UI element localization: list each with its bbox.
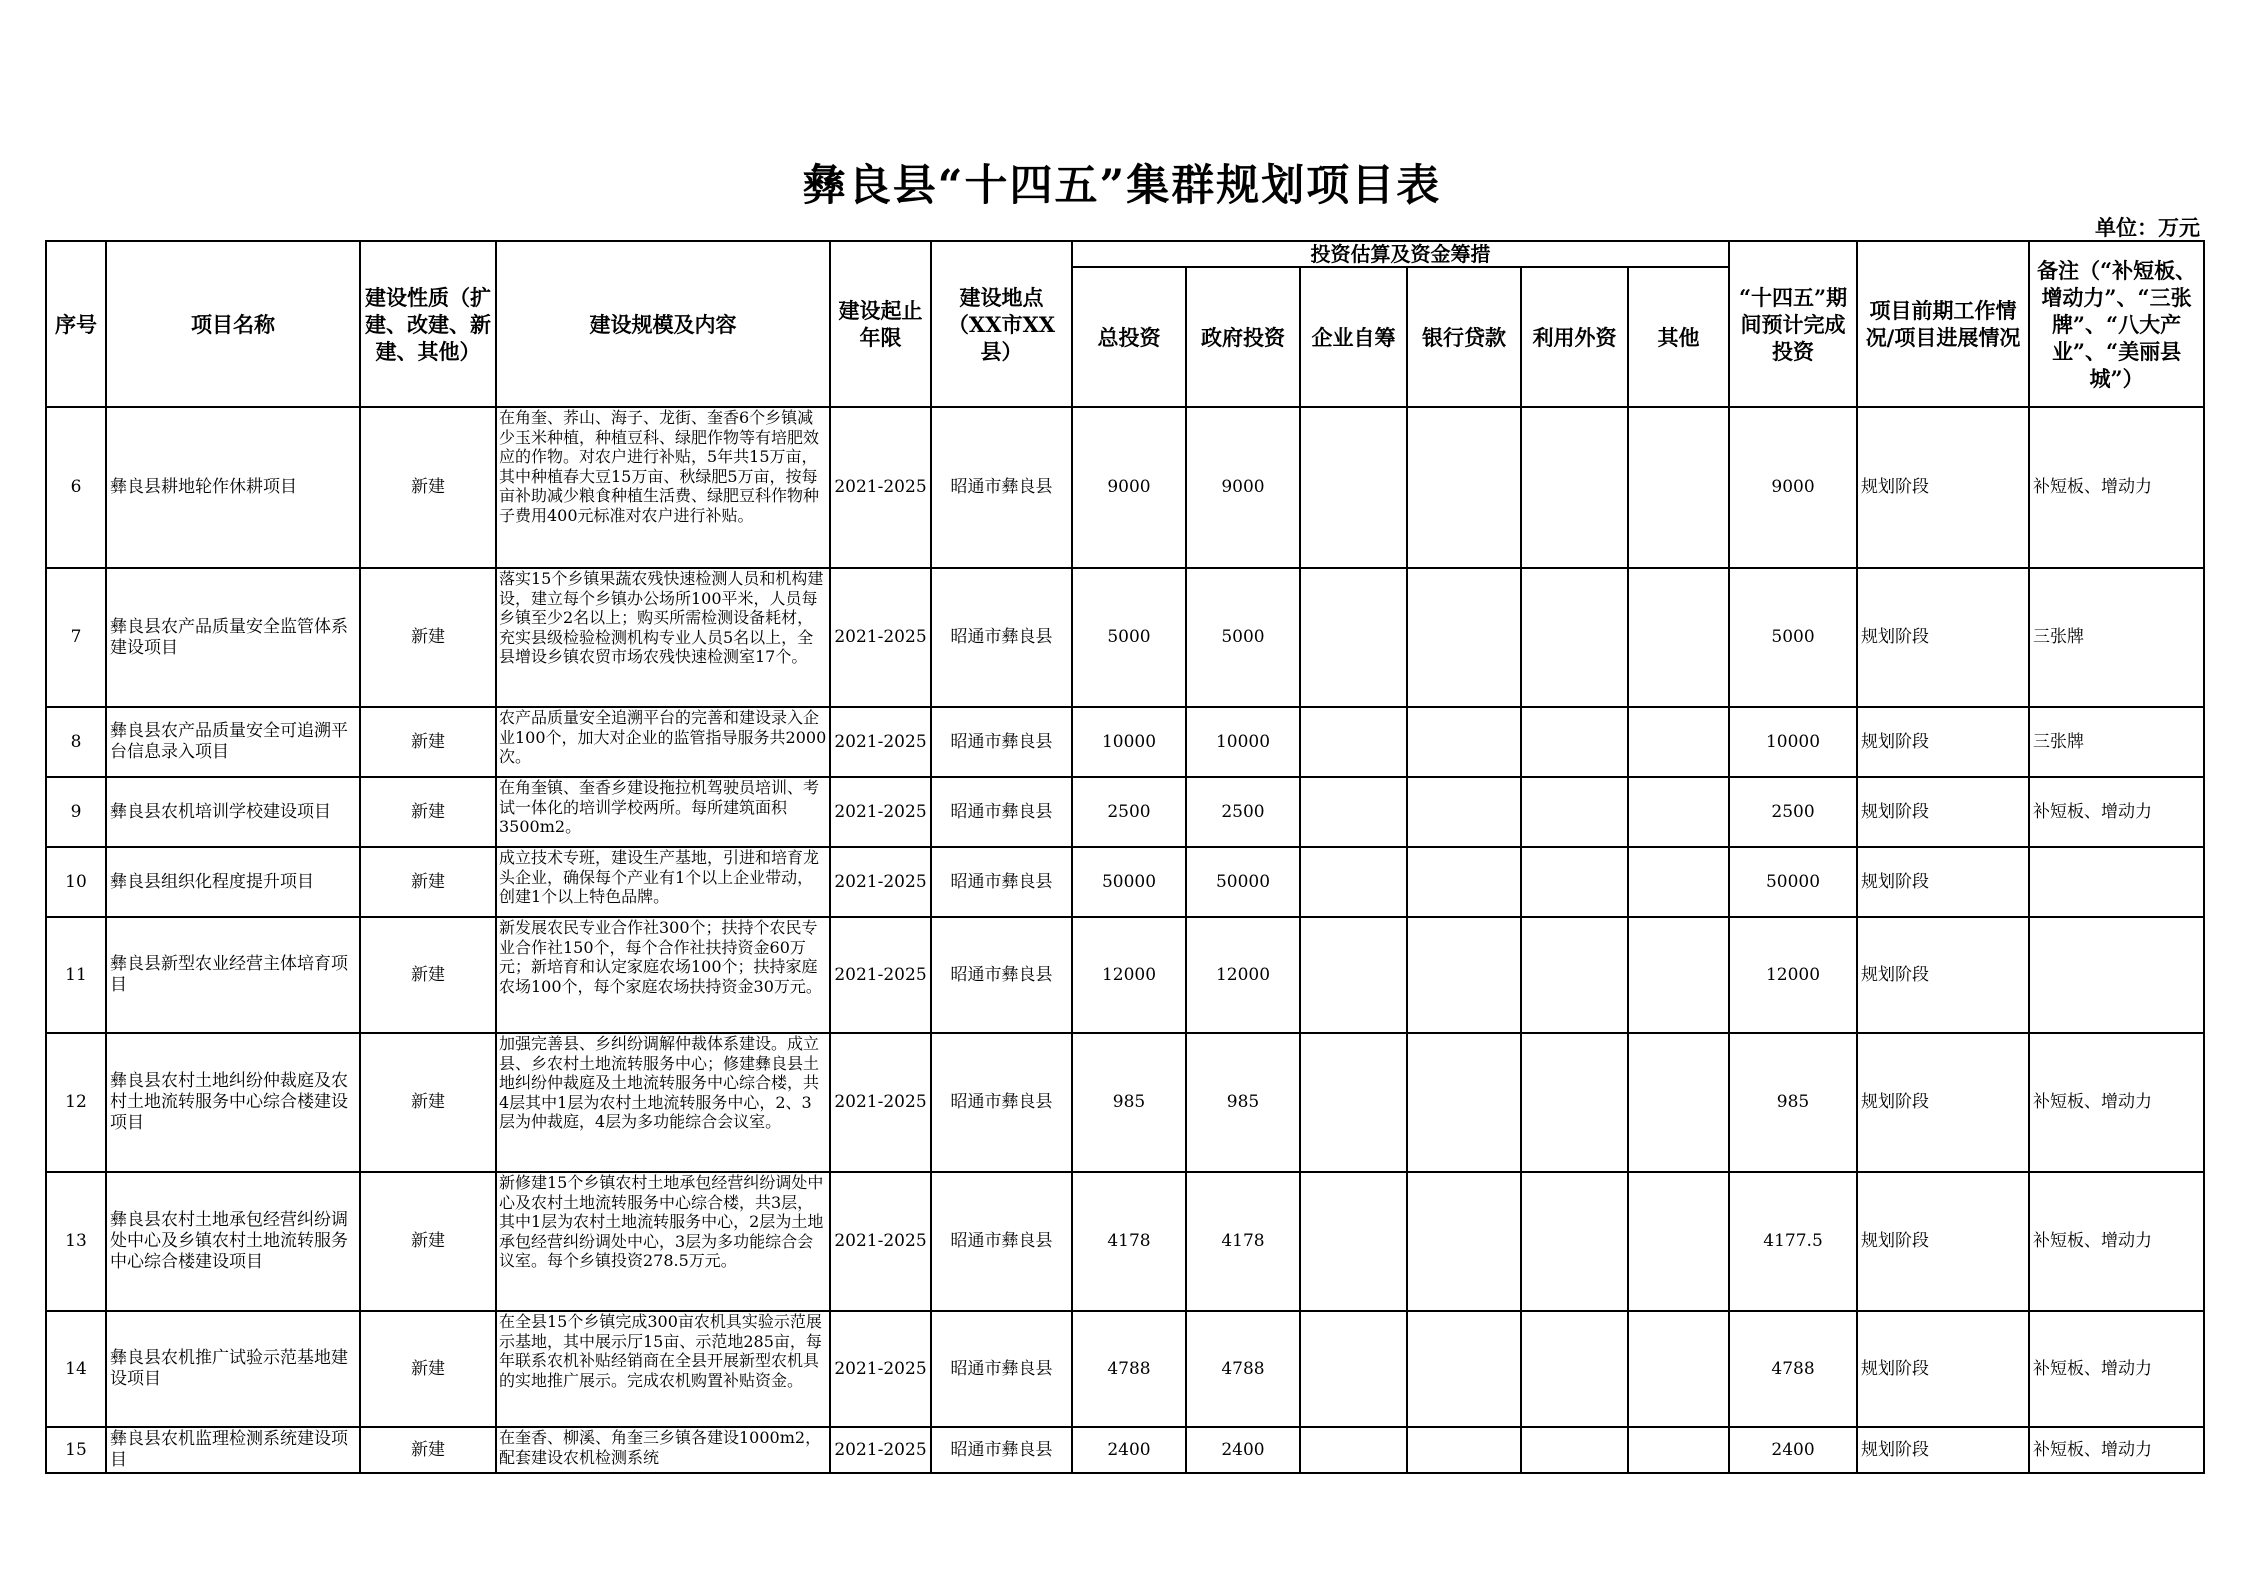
header-location: 建设地点（XX市XX县） bbox=[931, 241, 1072, 407]
page-title: 彝良县“十四五”集群规划项目表 bbox=[802, 161, 1442, 211]
cell-scale: 在奎香、柳溪、角奎三乡镇各建设1000m2，配套建设农机检测系统 bbox=[496, 1427, 830, 1473]
cell-loan bbox=[1407, 1033, 1521, 1172]
cell-gov: 4178 bbox=[1186, 1172, 1300, 1311]
cell-progress: 规划阶段 bbox=[1857, 568, 2029, 707]
cell-total: 4788 bbox=[1072, 1311, 1186, 1427]
cell-total: 12000 bbox=[1072, 917, 1186, 1033]
cell-remark: 补短板、增动力 bbox=[2029, 1427, 2204, 1473]
cell-loan bbox=[1407, 777, 1521, 847]
table-row bbox=[46, 568, 2204, 707]
cell-foreign bbox=[1521, 1033, 1628, 1172]
cell-foreign bbox=[1521, 847, 1628, 917]
table-row bbox=[46, 1033, 2204, 1172]
cell-progress: 规划阶段 bbox=[1857, 777, 2029, 847]
cell-nature: 新建 bbox=[360, 1311, 496, 1427]
table-row bbox=[46, 1311, 2204, 1427]
cell-seq: 14 bbox=[46, 1311, 106, 1427]
cell-remark: 补短板、增动力 bbox=[2029, 1033, 2204, 1172]
header-remark: 备注（“补短板、增动力”、“三张牌”、“八大产业”、“美丽县城”） bbox=[2029, 241, 2204, 407]
cell-foreign bbox=[1521, 1311, 1628, 1427]
cell-gov: 10000 bbox=[1186, 707, 1300, 777]
cell-total: 985 bbox=[1072, 1033, 1186, 1172]
cell-foreign bbox=[1521, 1427, 1628, 1473]
cell-enterprise bbox=[1300, 407, 1407, 568]
cell-nature: 新建 bbox=[360, 568, 496, 707]
cell-location: 昭通市彝良县 bbox=[931, 1427, 1072, 1473]
cell-total: 5000 bbox=[1072, 568, 1186, 707]
cell-location: 昭通市彝良县 bbox=[931, 1311, 1072, 1427]
cell-nature: 新建 bbox=[360, 917, 496, 1033]
cell-loan bbox=[1407, 568, 1521, 707]
cell-other bbox=[1628, 568, 1729, 707]
cell-planned: 12000 bbox=[1729, 917, 1857, 1033]
cell-total: 2400 bbox=[1072, 1427, 1186, 1473]
header-period: 建设起止年限 bbox=[830, 241, 931, 407]
cell-other bbox=[1628, 1172, 1729, 1311]
cell-loan bbox=[1407, 1311, 1521, 1427]
cell-scale: 农产品质量安全追溯平台的完善和建设录入企业100个，加大对企业的监管指导服务共2000次。 bbox=[496, 707, 830, 777]
header-name: 项目名称 bbox=[106, 241, 360, 407]
cell-nature: 新建 bbox=[360, 707, 496, 777]
cell-gov: 9000 bbox=[1186, 407, 1300, 568]
cell-scale: 在角奎、荞山、海子、龙街、奎香6个乡镇减少玉米种植，种植豆科、绿肥作物等有培肥效应的作物。对农户进行补贴，5年共15万亩，其中种植春大豆15万亩、秋绿肥5万亩，按每亩补助减少粮食种植生活费、绿肥豆科作物种子费用400元标准对农户进行补贴。 bbox=[496, 407, 830, 568]
cell-total: 10000 bbox=[1072, 707, 1186, 777]
cell-planned: 4788 bbox=[1729, 1311, 1857, 1427]
cell-planned: 2500 bbox=[1729, 777, 1857, 847]
header-foreign: 利用外资 bbox=[1521, 267, 1628, 407]
cell-period: 2021-2025 bbox=[830, 1033, 931, 1172]
cell-name: 彝良县农机培训学校建设项目 bbox=[106, 777, 360, 847]
cell-seq: 7 bbox=[46, 568, 106, 707]
cell-seq: 10 bbox=[46, 847, 106, 917]
cell-period: 2021-2025 bbox=[830, 1311, 931, 1427]
cell-name: 彝良县农村土地纠纷仲裁庭及农村土地流转服务中心综合楼建设项目 bbox=[106, 1033, 360, 1172]
cell-nature: 新建 bbox=[360, 847, 496, 917]
cell-enterprise bbox=[1300, 1311, 1407, 1427]
cell-planned: 4177.5 bbox=[1729, 1172, 1857, 1311]
cell-other bbox=[1628, 917, 1729, 1033]
cell-other bbox=[1628, 777, 1729, 847]
cell-other bbox=[1628, 1311, 1729, 1427]
cell-location: 昭通市彝良县 bbox=[931, 1033, 1072, 1172]
unit-label: 单位：万元 bbox=[2095, 215, 2200, 240]
cell-gov: 5000 bbox=[1186, 568, 1300, 707]
cell-period: 2021-2025 bbox=[830, 407, 931, 568]
cell-nature: 新建 bbox=[360, 1427, 496, 1473]
header-gov: 政府投资 bbox=[1186, 267, 1300, 407]
cell-loan bbox=[1407, 1427, 1521, 1473]
cell-other bbox=[1628, 407, 1729, 568]
cell-loan bbox=[1407, 847, 1521, 917]
cell-enterprise bbox=[1300, 1427, 1407, 1473]
cell-progress: 规划阶段 bbox=[1857, 847, 2029, 917]
cell-other bbox=[1628, 847, 1729, 917]
cell-location: 昭通市彝良县 bbox=[931, 407, 1072, 568]
cell-remark: 补短板、增动力 bbox=[2029, 407, 2204, 568]
cell-foreign bbox=[1521, 777, 1628, 847]
cell-remark: 三张牌 bbox=[2029, 707, 2204, 777]
header-investment-group: 投资估算及资金筹措 bbox=[1072, 241, 1729, 267]
cell-enterprise bbox=[1300, 1172, 1407, 1311]
cell-progress: 规划阶段 bbox=[1857, 407, 2029, 568]
header-progress: 项目前期工作情况/项目进展情况 bbox=[1857, 241, 2029, 407]
cell-location: 昭通市彝良县 bbox=[931, 917, 1072, 1033]
header-nature: 建设性质（扩建、改建、新建、其他） bbox=[360, 241, 496, 407]
cell-period: 2021-2025 bbox=[830, 707, 931, 777]
cell-progress: 规划阶段 bbox=[1857, 1427, 2029, 1473]
cell-location: 昭通市彝良县 bbox=[931, 1172, 1072, 1311]
cell-loan bbox=[1407, 917, 1521, 1033]
table-row bbox=[46, 1427, 2204, 1473]
cell-name: 彝良县耕地轮作休耕项目 bbox=[106, 407, 360, 568]
cell-total: 2500 bbox=[1072, 777, 1186, 847]
cell-location: 昭通市彝良县 bbox=[931, 777, 1072, 847]
cell-remark bbox=[2029, 847, 2204, 917]
table-row bbox=[46, 1172, 2204, 1311]
cell-gov: 12000 bbox=[1186, 917, 1300, 1033]
cell-period: 2021-2025 bbox=[830, 777, 931, 847]
table-body bbox=[46, 407, 2204, 1473]
header-total: 总投资 bbox=[1072, 267, 1186, 407]
header-planned: “十四五”期间预计完成投资 bbox=[1729, 241, 1857, 407]
cell-foreign bbox=[1521, 407, 1628, 568]
cell-period: 2021-2025 bbox=[830, 568, 931, 707]
cell-progress: 规划阶段 bbox=[1857, 1311, 2029, 1427]
cell-name: 彝良县新型农业经营主体培育项目 bbox=[106, 917, 360, 1033]
cell-total: 4178 bbox=[1072, 1172, 1186, 1311]
cell-planned: 2400 bbox=[1729, 1427, 1857, 1473]
cell-seq: 15 bbox=[46, 1427, 106, 1473]
table-row bbox=[46, 777, 2204, 847]
cell-enterprise bbox=[1300, 847, 1407, 917]
header-other: 其他 bbox=[1628, 267, 1729, 407]
cell-period: 2021-2025 bbox=[830, 917, 931, 1033]
cell-progress: 规划阶段 bbox=[1857, 1172, 2029, 1311]
cell-name: 彝良县农机监理检测系统建设项目 bbox=[106, 1427, 360, 1473]
header-enterprise: 企业自筹 bbox=[1300, 267, 1407, 407]
table-row bbox=[46, 847, 2204, 917]
cell-loan bbox=[1407, 407, 1521, 568]
cell-location: 昭通市彝良县 bbox=[931, 847, 1072, 917]
cell-scale: 加强完善县、乡纠纷调解仲裁体系建设。成立县、乡农村土地流转服务中心；修建彝良县土地纠纷仲裁庭及土地流转服务中心综合楼，共4层其中1层为农村土地流转服务中心，2、3层为仲裁庭，4层为多功能综合会议室。 bbox=[496, 1033, 830, 1172]
cell-seq: 8 bbox=[46, 707, 106, 777]
cell-seq: 11 bbox=[46, 917, 106, 1033]
cell-period: 2021-2025 bbox=[830, 1427, 931, 1473]
cell-scale: 新发展农民专业合作社300个；扶持个农民专业合作社150个，每个合作社扶持资金60万元；新培育和认定家庭农场100个；扶持家庭农场100个，每个家庭农场扶持资金30万元。 bbox=[496, 917, 830, 1033]
cell-name: 彝良县农机推广试验示范基地建设项目 bbox=[106, 1311, 360, 1427]
cell-period: 2021-2025 bbox=[830, 1172, 931, 1311]
cell-other bbox=[1628, 707, 1729, 777]
cell-nature: 新建 bbox=[360, 1033, 496, 1172]
cell-loan bbox=[1407, 1172, 1521, 1311]
cell-gov: 2400 bbox=[1186, 1427, 1300, 1473]
cell-planned: 985 bbox=[1729, 1033, 1857, 1172]
cell-enterprise bbox=[1300, 777, 1407, 847]
cell-scale: 新修建15个乡镇农村土地承包经营纠纷调处中心及农村土地流转服务中心综合楼，共3层，其中1层为农村土地流转服务中心，2层为土地承包经营纠纷调处中心，3层为多功能综合会议室。每个乡镇投资278.5万元。 bbox=[496, 1172, 830, 1311]
cell-remark: 补短板、增动力 bbox=[2029, 777, 2204, 847]
project-table bbox=[45, 240, 2205, 1474]
cell-loan bbox=[1407, 707, 1521, 777]
cell-period: 2021-2025 bbox=[830, 847, 931, 917]
cell-foreign bbox=[1521, 568, 1628, 707]
cell-nature: 新建 bbox=[360, 1172, 496, 1311]
cell-foreign bbox=[1521, 707, 1628, 777]
cell-enterprise bbox=[1300, 707, 1407, 777]
cell-foreign bbox=[1521, 917, 1628, 1033]
cell-planned: 9000 bbox=[1729, 407, 1857, 568]
cell-location: 昭通市彝良县 bbox=[931, 707, 1072, 777]
cell-name: 彝良县组织化程度提升项目 bbox=[106, 847, 360, 917]
cell-enterprise bbox=[1300, 1033, 1407, 1172]
cell-seq: 9 bbox=[46, 777, 106, 847]
cell-scale: 成立技术专班，建设生产基地，引进和培育龙头企业，确保每个产业有1个以上企业带动，创建1个以上特色品牌。 bbox=[496, 847, 830, 917]
cell-other bbox=[1628, 1033, 1729, 1172]
cell-remark bbox=[2029, 917, 2204, 1033]
cell-progress: 规划阶段 bbox=[1857, 917, 2029, 1033]
cell-seq: 6 bbox=[46, 407, 106, 568]
cell-seq: 13 bbox=[46, 1172, 106, 1311]
cell-planned: 10000 bbox=[1729, 707, 1857, 777]
header-scale: 建设规模及内容 bbox=[496, 241, 830, 407]
cell-scale: 在全县15个乡镇完成300亩农机具实验示范展示基地，其中展示厅15亩、示范地285亩，每年联系农机补贴经销商在全县开展新型农机具的实地推广展示。完成农机购置补贴资金。 bbox=[496, 1311, 830, 1427]
cell-planned: 5000 bbox=[1729, 568, 1857, 707]
cell-progress: 规划阶段 bbox=[1857, 707, 2029, 777]
cell-scale: 落实15个乡镇果蔬农残快速检测人员和机构建设，建立每个乡镇办公场所100平米，人员每乡镇至少2名以上；购买所需检测设备耗材，充实县级检验检测机构专业人员5名以上，全县增设乡镇农贸市场农残快速检测室17个。 bbox=[496, 568, 830, 707]
cell-gov: 4788 bbox=[1186, 1311, 1300, 1427]
header-loan: 银行贷款 bbox=[1407, 267, 1521, 407]
cell-nature: 新建 bbox=[360, 407, 496, 568]
cell-gov: 985 bbox=[1186, 1033, 1300, 1172]
cell-enterprise bbox=[1300, 568, 1407, 707]
cell-enterprise bbox=[1300, 917, 1407, 1033]
cell-name: 彝良县农村土地承包经营纠纷调处中心及乡镇农村土地流转服务中心综合楼建设项目 bbox=[106, 1172, 360, 1311]
cell-foreign bbox=[1521, 1172, 1628, 1311]
cell-seq: 12 bbox=[46, 1033, 106, 1172]
cell-name: 彝良县农产品质量安全可追溯平台信息录入项目 bbox=[106, 707, 360, 777]
cell-scale: 在角奎镇、奎香乡建设拖拉机驾驶员培训、考试一体化的培训学校两所。每所建筑面积3500m2。 bbox=[496, 777, 830, 847]
table-row bbox=[46, 917, 2204, 1033]
table-row bbox=[46, 707, 2204, 777]
cell-location: 昭通市彝良县 bbox=[931, 568, 1072, 707]
table-row bbox=[46, 407, 2204, 568]
cell-gov: 50000 bbox=[1186, 847, 1300, 917]
cell-total: 50000 bbox=[1072, 847, 1186, 917]
cell-name: 彝良县农产品质量安全监管体系建设项目 bbox=[106, 568, 360, 707]
cell-remark: 三张牌 bbox=[2029, 568, 2204, 707]
cell-total: 9000 bbox=[1072, 407, 1186, 568]
cell-gov: 2500 bbox=[1186, 777, 1300, 847]
cell-other bbox=[1628, 1427, 1729, 1473]
cell-remark: 补短板、增动力 bbox=[2029, 1172, 2204, 1311]
cell-progress: 规划阶段 bbox=[1857, 1033, 2029, 1172]
cell-planned: 50000 bbox=[1729, 847, 1857, 917]
cell-nature: 新建 bbox=[360, 777, 496, 847]
cell-remark: 补短板、增动力 bbox=[2029, 1311, 2204, 1427]
header-seq: 序号 bbox=[46, 241, 106, 407]
